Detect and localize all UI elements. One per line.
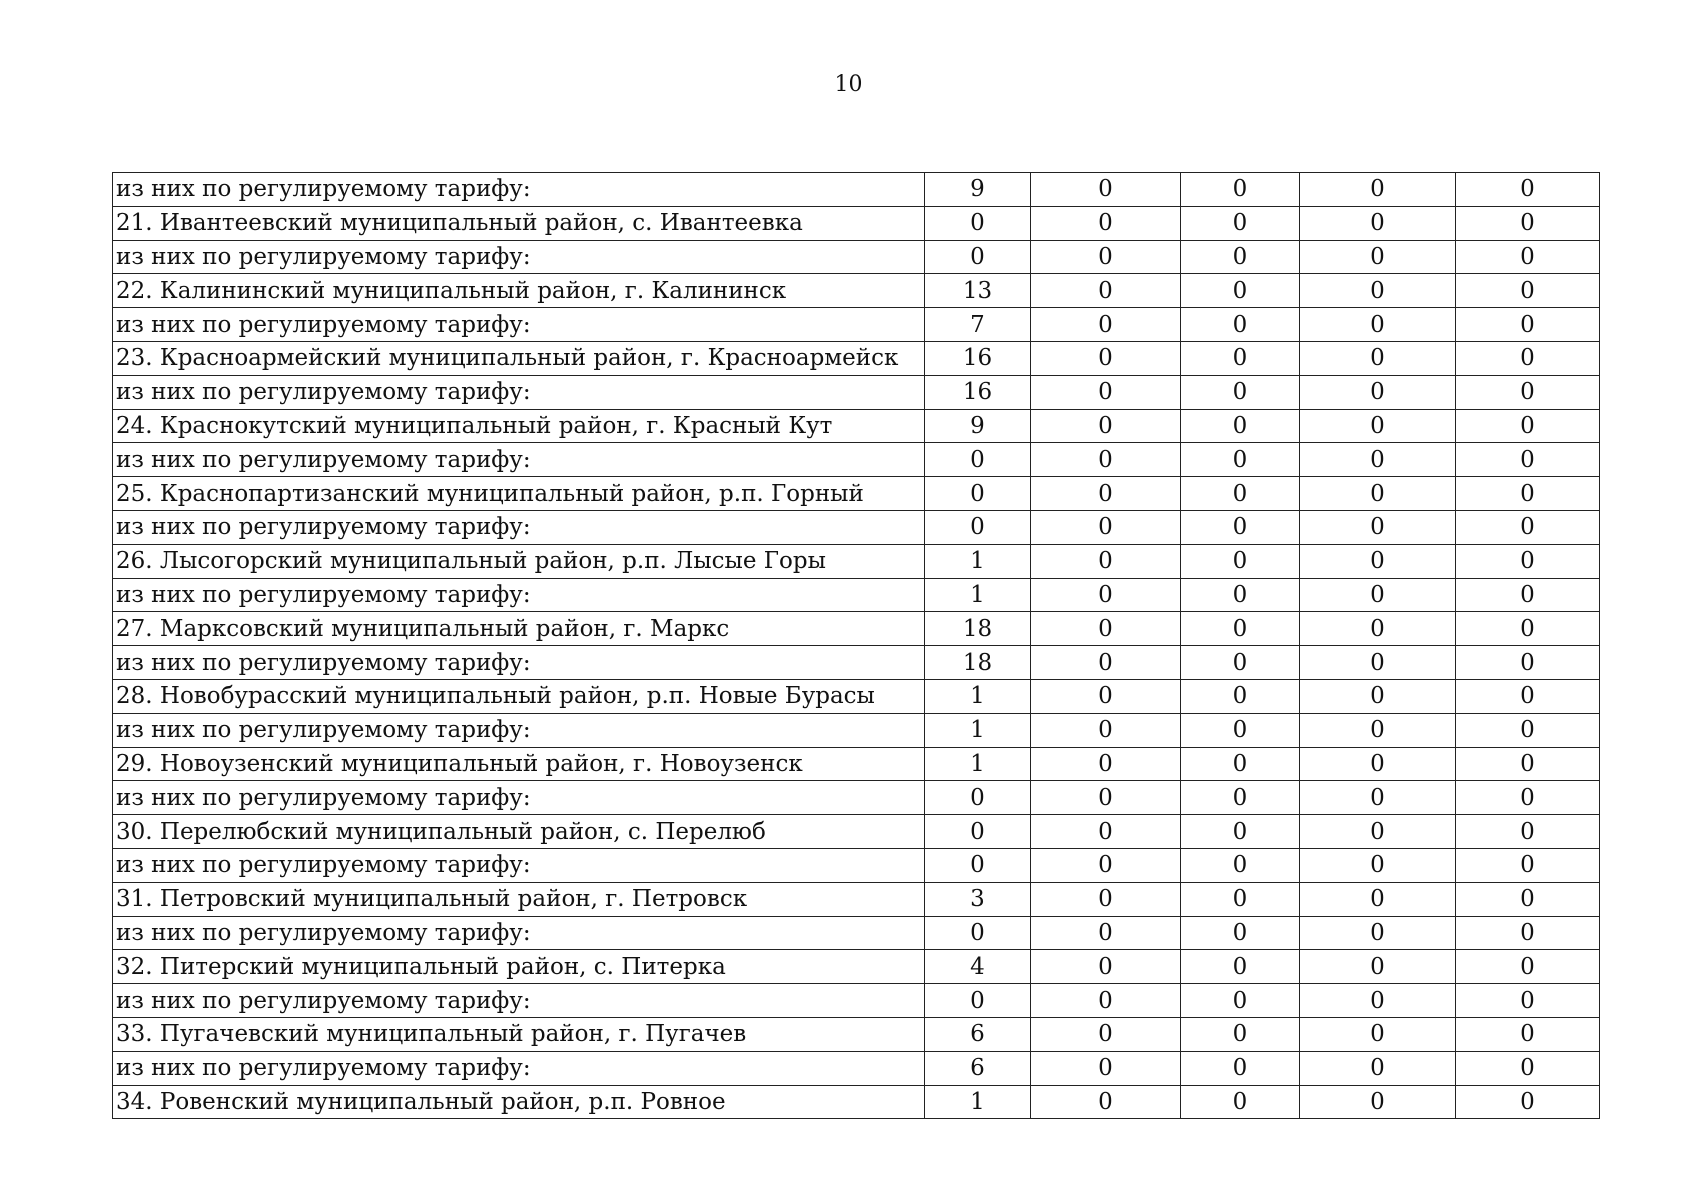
value-cell: 0 xyxy=(1300,240,1456,274)
value-cell: 1 xyxy=(925,578,1031,612)
table-row xyxy=(113,240,1600,274)
table-row xyxy=(113,308,1600,342)
value-cell: 0 xyxy=(1456,206,1600,240)
value-cell: 0 xyxy=(925,815,1031,849)
value-cell: 0 xyxy=(1456,510,1600,544)
value-cell: 0 xyxy=(1031,1051,1181,1085)
value-cell: 0 xyxy=(1181,1017,1300,1051)
value-cell: 1 xyxy=(925,713,1031,747)
page-number: 10 xyxy=(834,72,863,97)
table-row xyxy=(113,173,1600,207)
value-cell: 0 xyxy=(1456,679,1600,713)
value-cell: 0 xyxy=(1031,679,1181,713)
value-cell: 0 xyxy=(1456,1085,1600,1119)
table-row xyxy=(113,984,1600,1018)
value-cell: 0 xyxy=(925,916,1031,950)
row-label: 30. Перелюбский муниципальный район, с. Перелюб xyxy=(113,815,925,849)
row-label: 34. Ровенский муниципальный район, р.п. Ровное xyxy=(113,1085,925,1119)
value-cell: 0 xyxy=(1456,578,1600,612)
value-cell: 0 xyxy=(925,984,1031,1018)
value-cell: 0 xyxy=(1031,308,1181,342)
value-cell: 0 xyxy=(1300,713,1456,747)
value-cell: 0 xyxy=(1181,612,1300,646)
value-cell: 0 xyxy=(1300,206,1456,240)
value-cell: 0 xyxy=(1031,713,1181,747)
value-cell: 0 xyxy=(1300,1017,1456,1051)
value-cell: 0 xyxy=(1300,308,1456,342)
value-cell: 0 xyxy=(1300,612,1456,646)
table-row xyxy=(113,1051,1600,1085)
value-cell: 0 xyxy=(1300,375,1456,409)
row-label: 27. Марксовский муниципальный район, г. Маркс xyxy=(113,612,925,646)
row-label: 29. Новоузенский муниципальный район, г. Новоузенск xyxy=(113,747,925,781)
table-row xyxy=(113,274,1600,308)
value-cell: 0 xyxy=(1300,1051,1456,1085)
value-cell: 4 xyxy=(925,950,1031,984)
value-cell: 0 xyxy=(1031,544,1181,578)
row-label: 32. Питерский муниципальный район, с. Питерка xyxy=(113,950,925,984)
value-cell: 0 xyxy=(1031,848,1181,882)
value-cell: 3 xyxy=(925,882,1031,916)
row-label: 26. Лысогорский муниципальный район, р.п. Лысые Горы xyxy=(113,544,925,578)
value-cell: 0 xyxy=(1300,477,1456,511)
value-cell: 1 xyxy=(925,747,1031,781)
value-cell: 0 xyxy=(1181,544,1300,578)
value-cell: 0 xyxy=(925,781,1031,815)
row-label: из них по регулируемому тарифу: xyxy=(113,984,925,1018)
value-cell: 0 xyxy=(1181,713,1300,747)
value-cell: 0 xyxy=(1181,984,1300,1018)
value-cell: 0 xyxy=(1456,409,1600,443)
value-cell: 0 xyxy=(1181,1051,1300,1085)
value-cell: 0 xyxy=(1031,477,1181,511)
row-label: из них по регулируемому тарифу: xyxy=(113,713,925,747)
value-cell: 0 xyxy=(1181,443,1300,477)
value-cell: 0 xyxy=(1456,882,1600,916)
data-table xyxy=(112,172,1600,1119)
value-cell: 0 xyxy=(1181,308,1300,342)
value-cell: 0 xyxy=(1300,173,1456,207)
value-cell: 0 xyxy=(1300,341,1456,375)
value-cell: 16 xyxy=(925,375,1031,409)
value-cell: 9 xyxy=(925,409,1031,443)
row-label: 33. Пугачевский муниципальный район, г. Пугачев xyxy=(113,1017,925,1051)
row-label: 24. Краснокутский муниципальный район, г. Красный Кут xyxy=(113,409,925,443)
value-cell: 0 xyxy=(1031,1017,1181,1051)
value-cell: 0 xyxy=(1181,916,1300,950)
row-label: из них по регулируемому тарифу: xyxy=(113,308,925,342)
row-label: из них по регулируемому тарифу: xyxy=(113,510,925,544)
value-cell: 0 xyxy=(1456,1051,1600,1085)
table-row xyxy=(113,341,1600,375)
value-cell: 0 xyxy=(1300,882,1456,916)
value-cell: 0 xyxy=(1181,173,1300,207)
value-cell: 6 xyxy=(925,1051,1031,1085)
row-label: из них по регулируемому тарифу: xyxy=(113,578,925,612)
value-cell: 0 xyxy=(1181,409,1300,443)
value-cell: 0 xyxy=(1456,713,1600,747)
value-cell: 0 xyxy=(1031,950,1181,984)
value-cell: 0 xyxy=(1031,409,1181,443)
row-label: 22. Калининский муниципальный район, г. Калининск xyxy=(113,274,925,308)
value-cell: 0 xyxy=(1456,477,1600,511)
value-cell: 0 xyxy=(1456,544,1600,578)
row-label: из них по регулируемому тарифу: xyxy=(113,1051,925,1085)
value-cell: 0 xyxy=(1300,1085,1456,1119)
row-label: из них по регулируемому тарифу: xyxy=(113,240,925,274)
value-cell: 0 xyxy=(1456,747,1600,781)
value-cell: 0 xyxy=(1181,477,1300,511)
table-row xyxy=(113,882,1600,916)
value-cell: 18 xyxy=(925,612,1031,646)
value-cell: 0 xyxy=(1031,781,1181,815)
row-label: из них по регулируемому тарифу: xyxy=(113,646,925,680)
table-row xyxy=(113,375,1600,409)
table-row xyxy=(113,477,1600,511)
table-row xyxy=(113,578,1600,612)
row-label: из них по регулируемому тарифу: xyxy=(113,443,925,477)
value-cell: 0 xyxy=(1456,781,1600,815)
row-label: из них по регулируемому тарифу: xyxy=(113,848,925,882)
table-row xyxy=(113,646,1600,680)
value-cell: 0 xyxy=(1456,173,1600,207)
value-cell: 0 xyxy=(1031,984,1181,1018)
value-cell: 0 xyxy=(1456,375,1600,409)
value-cell: 0 xyxy=(1181,578,1300,612)
value-cell: 0 xyxy=(1031,173,1181,207)
value-cell: 1 xyxy=(925,544,1031,578)
value-cell: 0 xyxy=(1181,882,1300,916)
value-cell: 0 xyxy=(1456,815,1600,849)
value-cell: 0 xyxy=(1181,747,1300,781)
value-cell: 0 xyxy=(1031,510,1181,544)
value-cell: 0 xyxy=(1181,274,1300,308)
table-row xyxy=(113,510,1600,544)
table-row xyxy=(113,916,1600,950)
value-cell: 0 xyxy=(1456,612,1600,646)
value-cell: 0 xyxy=(1031,443,1181,477)
value-cell: 0 xyxy=(1456,984,1600,1018)
value-cell: 0 xyxy=(925,477,1031,511)
table-body xyxy=(113,173,1600,1119)
table-row xyxy=(113,409,1600,443)
value-cell: 0 xyxy=(1300,544,1456,578)
table-row xyxy=(113,1085,1600,1119)
row-label: 23. Красноармейский муниципальный район, г. Красноармейск xyxy=(113,341,925,375)
value-cell: 0 xyxy=(1300,646,1456,680)
value-cell: 0 xyxy=(1300,679,1456,713)
value-cell: 13 xyxy=(925,274,1031,308)
row-label: 31. Петровский муниципальный район, г. Петровск xyxy=(113,882,925,916)
value-cell: 0 xyxy=(925,240,1031,274)
value-cell: 0 xyxy=(1456,240,1600,274)
value-cell: 1 xyxy=(925,1085,1031,1119)
value-cell: 0 xyxy=(1031,1085,1181,1119)
value-cell: 0 xyxy=(1300,443,1456,477)
value-cell: 0 xyxy=(1181,679,1300,713)
value-cell: 0 xyxy=(1031,916,1181,950)
row-label: из них по регулируемому тарифу: xyxy=(113,916,925,950)
value-cell: 0 xyxy=(925,443,1031,477)
value-cell: 0 xyxy=(1031,882,1181,916)
value-cell: 0 xyxy=(1031,815,1181,849)
value-cell: 1 xyxy=(925,679,1031,713)
value-cell: 0 xyxy=(1300,950,1456,984)
value-cell: 16 xyxy=(925,341,1031,375)
value-cell: 0 xyxy=(1181,375,1300,409)
value-cell: 0 xyxy=(1181,240,1300,274)
value-cell: 6 xyxy=(925,1017,1031,1051)
value-cell: 0 xyxy=(1031,747,1181,781)
table-row xyxy=(113,679,1600,713)
value-cell: 0 xyxy=(925,206,1031,240)
value-cell: 0 xyxy=(1031,646,1181,680)
value-cell: 0 xyxy=(1181,848,1300,882)
value-cell: 0 xyxy=(1031,375,1181,409)
value-cell: 0 xyxy=(1456,308,1600,342)
row-label: 28. Новобурасский муниципальный район, р.п. Новые Бурасы xyxy=(113,679,925,713)
value-cell: 0 xyxy=(1300,274,1456,308)
value-cell: 0 xyxy=(925,848,1031,882)
value-cell: 0 xyxy=(1031,341,1181,375)
value-cell: 0 xyxy=(1181,815,1300,849)
value-cell: 0 xyxy=(1456,646,1600,680)
value-cell: 0 xyxy=(1181,646,1300,680)
value-cell: 7 xyxy=(925,308,1031,342)
value-cell: 0 xyxy=(1456,443,1600,477)
value-cell: 0 xyxy=(1031,612,1181,646)
value-cell: 0 xyxy=(1300,747,1456,781)
value-cell: 0 xyxy=(1181,206,1300,240)
table-row xyxy=(113,815,1600,849)
value-cell: 0 xyxy=(1031,206,1181,240)
value-cell: 0 xyxy=(1181,781,1300,815)
value-cell: 0 xyxy=(1300,848,1456,882)
table-row xyxy=(113,713,1600,747)
value-cell: 0 xyxy=(1300,916,1456,950)
value-cell: 0 xyxy=(1300,510,1456,544)
value-cell: 0 xyxy=(1181,341,1300,375)
value-cell: 0 xyxy=(1181,950,1300,984)
row-label: из них по регулируемому тарифу: xyxy=(113,375,925,409)
table-row xyxy=(113,1017,1600,1051)
value-cell: 0 xyxy=(1300,578,1456,612)
value-cell: 0 xyxy=(1031,578,1181,612)
value-cell: 0 xyxy=(1031,240,1181,274)
table-row xyxy=(113,612,1600,646)
row-label: 21. Ивантеевский муниципальный район, с. Ивантеевка xyxy=(113,206,925,240)
value-cell: 0 xyxy=(1300,781,1456,815)
value-cell: 9 xyxy=(925,173,1031,207)
value-cell: 0 xyxy=(1181,510,1300,544)
value-cell: 0 xyxy=(1456,274,1600,308)
table-row xyxy=(113,747,1600,781)
table-row xyxy=(113,544,1600,578)
value-cell: 0 xyxy=(1456,1017,1600,1051)
value-cell: 0 xyxy=(1181,1085,1300,1119)
value-cell: 0 xyxy=(1300,409,1456,443)
value-cell: 0 xyxy=(1456,848,1600,882)
value-cell: 0 xyxy=(1300,815,1456,849)
value-cell: 0 xyxy=(1456,950,1600,984)
table-row xyxy=(113,781,1600,815)
table-row xyxy=(113,206,1600,240)
row-label: из них по регулируемому тарифу: xyxy=(113,173,925,207)
value-cell: 18 xyxy=(925,646,1031,680)
row-label: 25. Краснопартизанский муниципальный район, р.п. Горный xyxy=(113,477,925,511)
table-row xyxy=(113,443,1600,477)
row-label: из них по регулируемому тарифу: xyxy=(113,781,925,815)
value-cell: 0 xyxy=(1456,916,1600,950)
table-row xyxy=(113,848,1600,882)
value-cell: 0 xyxy=(1031,274,1181,308)
value-cell: 0 xyxy=(925,510,1031,544)
value-cell: 0 xyxy=(1300,984,1456,1018)
table-row xyxy=(113,950,1600,984)
value-cell: 0 xyxy=(1456,341,1600,375)
